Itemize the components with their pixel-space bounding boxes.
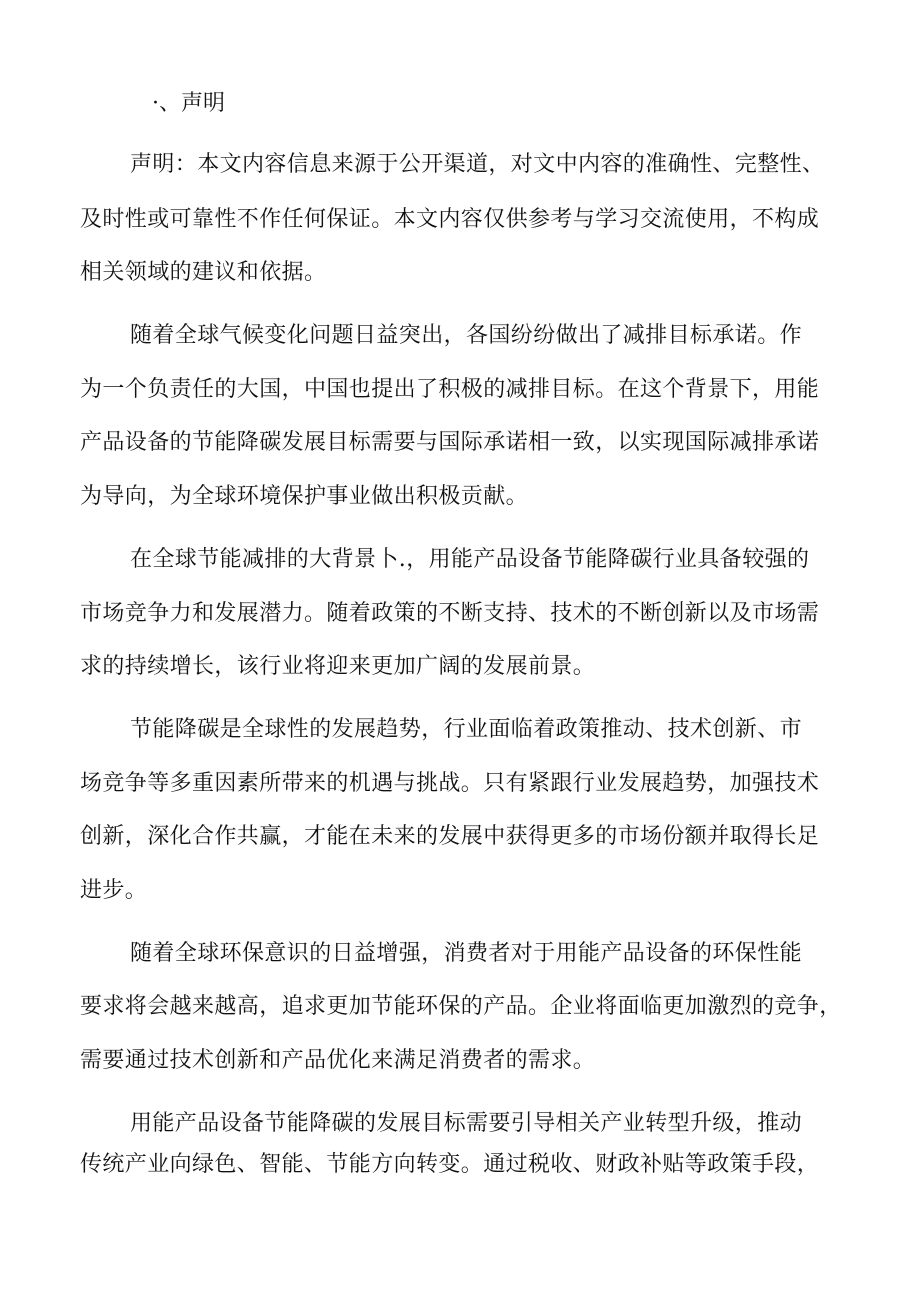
- section-heading: ·、声明: [152, 91, 225, 116]
- paragraph-2-line-3: 产品设备的节能降碳发展目标需要与国际承诺相一致，以实现国际减排承诺: [80, 430, 820, 455]
- paragraph-4-line-4: 进步。: [80, 878, 148, 903]
- paragraph-2-line-1: 随着全球气候变化问题日益突出，各国纷纷做出了减排目标承诺。作: [130, 323, 803, 348]
- paragraph-3-line-3: 求的持续增长，该行业将迎来更加广阔的发展前景。: [80, 654, 596, 679]
- paragraph-4-line-2: 场竞争等多重因素所带来的机遇与挑战。只有紧跟行业发展趋势，加强技术: [80, 771, 820, 796]
- paragraph-6-line-2: 传统产业向绿色、智能、节能方向转变。通过税收、财政补贴等政策手段，: [80, 1152, 820, 1177]
- paragraph-5-line-2: 要求将会越来越高，追求更加节能环保的产品。企业将面临更加激烈的竞争，: [80, 994, 842, 1019]
- paragraph-1-line-1: 声明：本文内容信息来源于公开渠道，对文中内容的准确性、完整性、: [130, 152, 825, 177]
- paragraph-2-line-4: 为导向，为全球环境保护事业做出积极贡献。: [80, 484, 529, 509]
- paragraph-3-line-1: 在全球节能减排的大背景卜.，用能产品设备节能降碳行业具备较强的: [130, 547, 810, 572]
- paragraph-4-line-3: 创新，深化合作共赢，才能在未来的发展中获得更多的市场份额并取得长足: [80, 824, 820, 849]
- paragraph-6-line-1: 用能产品设备节能降碳的发展目标需要引导相关产业转型升级，推动: [130, 1111, 803, 1136]
- paragraph-5-line-1: 随着全球环保意识的日益增强，消费者对于用能产品设备的环保性能: [130, 941, 803, 966]
- paragraph-2-line-2: 为一个负责任的大国，中国也提出了积极的减排目标。在这个背景下，用能: [80, 377, 820, 402]
- paragraph-1-line-3: 相关领域的建议和依据。: [80, 260, 327, 285]
- paragraph-3-line-2: 市场竞争力和发展潜力。随着政策的不断支持、技术的不断创新以及市场需: [80, 601, 820, 626]
- paragraph-5-line-3: 需要通过技术创新和产品优化来满足消费者的需求。: [80, 1048, 596, 1073]
- paragraph-1-line-2: 及时性或可靠性不作任何保证。本文内容仅供参考与学习交流使用，不构成: [80, 207, 820, 232]
- paragraph-4-line-1: 节能降碳是全球性的发展趋势，行业面临着政策推动、技术创新、市: [130, 717, 803, 742]
